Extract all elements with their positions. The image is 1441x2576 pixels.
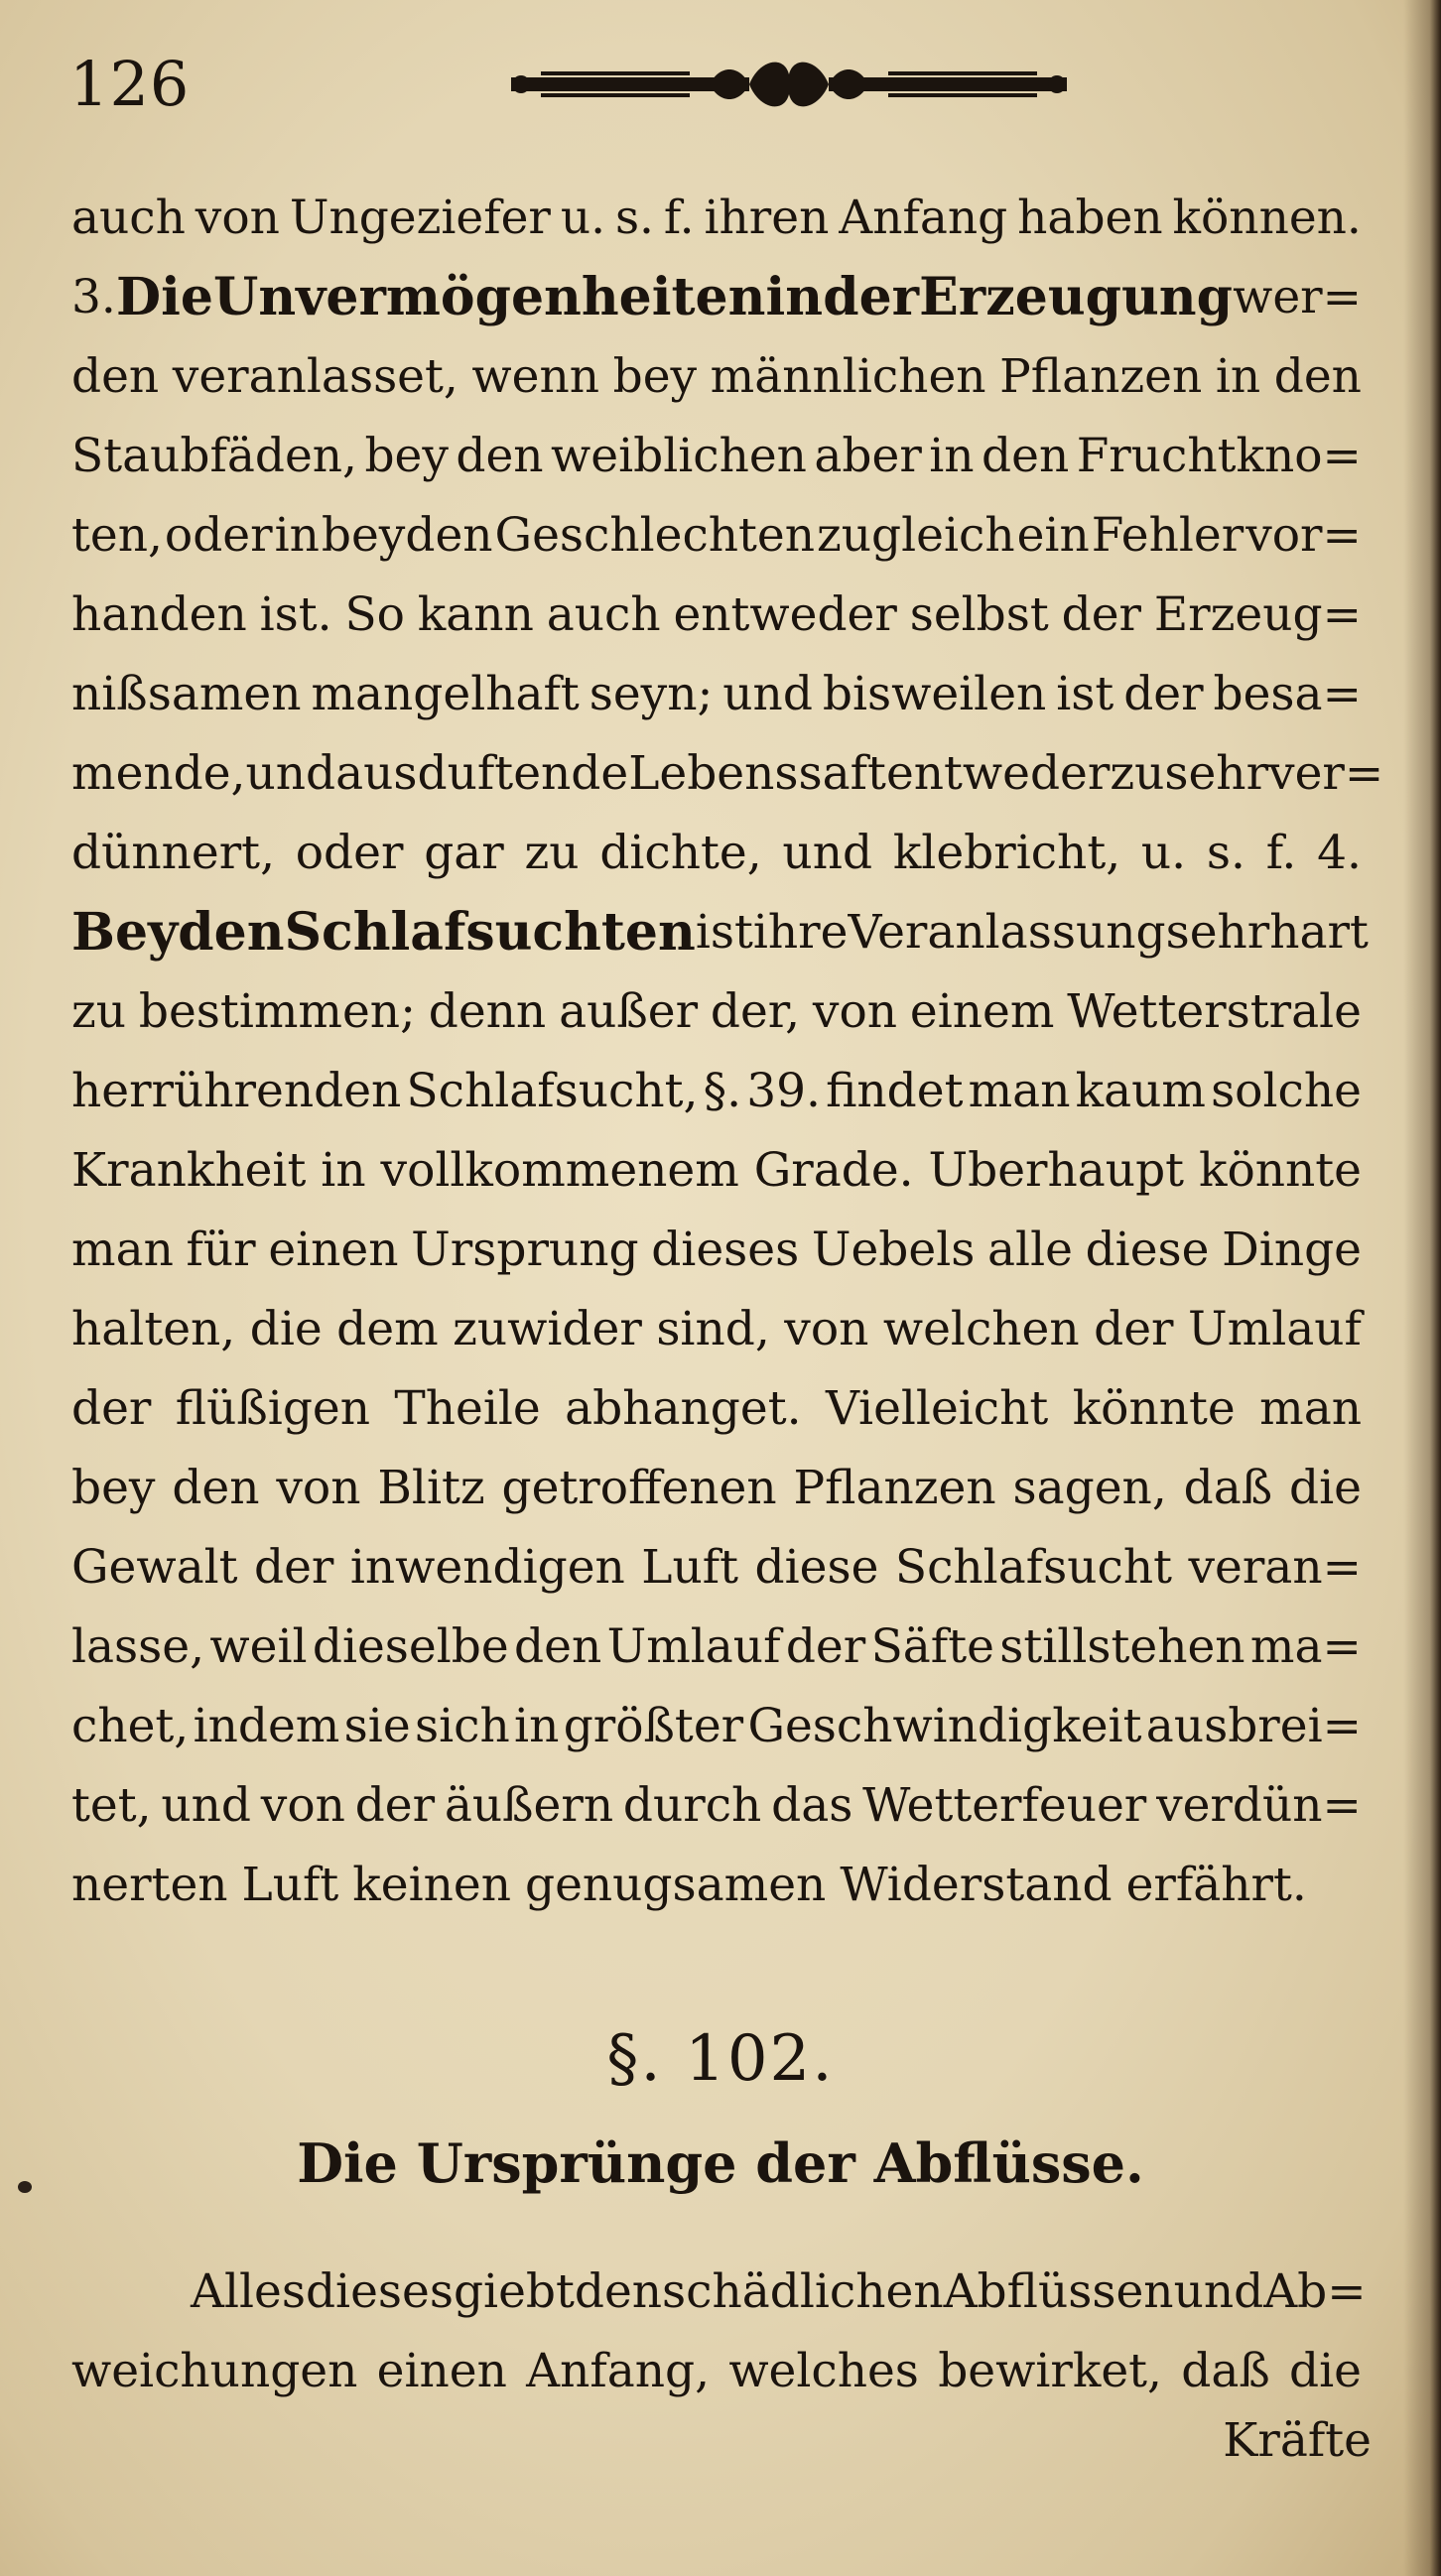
word: veran= [1188, 1540, 1362, 1595]
word: außer [559, 984, 699, 1039]
word: ihren [704, 191, 830, 245]
word: weichungen [71, 2344, 358, 2398]
word: und [1173, 2264, 1264, 2319]
text-line [71, 179, 1362, 258]
word: entweder [885, 746, 1111, 801]
word: weil [209, 1619, 308, 1674]
word: in [321, 1143, 366, 1198]
word: welchen [882, 1302, 1080, 1356]
word: die [1289, 2344, 1362, 2398]
word: keinen [352, 1858, 511, 1912]
word: der, [710, 984, 801, 1039]
paragraph-section-102 [71, 2253, 1367, 2411]
word: Umlauf [1188, 1302, 1362, 1356]
word: mende, [71, 746, 246, 801]
word: Widerstand [840, 1858, 1113, 1912]
word: beyden [321, 508, 493, 563]
word: Fruchtkno= [1076, 429, 1362, 483]
word: diese [754, 1540, 879, 1595]
word: Fehler [1091, 508, 1244, 563]
word: bey [364, 429, 449, 483]
word: könnte [1198, 1143, 1362, 1198]
text-line [71, 576, 1362, 655]
word: auch [546, 587, 661, 642]
word: in [929, 429, 975, 483]
section-number: §. 102. [606, 2022, 835, 2096]
word: Wetterfeuer [862, 1778, 1147, 1833]
word: chet, [71, 1699, 190, 1753]
word: So [344, 587, 405, 642]
word: giebt [453, 2264, 575, 2319]
word: ist. [259, 587, 332, 642]
word: Uberhaupt [928, 1143, 1185, 1198]
word: von [276, 1461, 361, 1515]
word: der [254, 1540, 334, 1595]
catchword: Kräfte [1223, 2413, 1372, 2468]
word: indem [193, 1699, 340, 1753]
word: für [186, 1223, 256, 1277]
word: Schlafsuchten [284, 902, 696, 963]
word: ist [695, 905, 753, 960]
word: zugleich [817, 508, 1015, 563]
word: den [1273, 349, 1362, 404]
word: ver= [1268, 746, 1384, 801]
word: ausduftende [335, 746, 629, 801]
word: den [178, 902, 285, 963]
word: in [274, 508, 320, 563]
text-line [71, 1766, 1362, 1846]
word: einem [909, 984, 1055, 1039]
running-head [69, 40, 1360, 129]
word: Ab= [1263, 2264, 1367, 2319]
word: dieselbe [312, 1619, 509, 1674]
text-line [71, 1052, 1362, 1131]
word: s. [614, 191, 654, 245]
word: verdün= [1156, 1778, 1362, 1833]
word: Umlauf [606, 1619, 781, 1674]
word: 39. [746, 1064, 821, 1118]
word: von [260, 1778, 345, 1833]
text-line [71, 1608, 1362, 1687]
word: f. [1265, 826, 1297, 880]
word: auch [71, 191, 186, 245]
word: zu [524, 826, 580, 880]
word: der [823, 267, 920, 327]
word: weiblichen [551, 429, 807, 483]
word: dieses [651, 1223, 800, 1277]
text-line [71, 972, 1362, 1052]
word: sehr [1164, 746, 1269, 801]
word: von [195, 191, 280, 245]
word: sich [414, 1699, 510, 1753]
word: und [245, 746, 336, 801]
word: Theile [394, 1381, 541, 1436]
word: welches [728, 2344, 919, 2398]
word: und [161, 1778, 251, 1833]
text-line [71, 814, 1362, 893]
word: 4. [1317, 826, 1362, 880]
word: Wetterstrale [1067, 984, 1362, 1039]
word: Dinge [1222, 1223, 1362, 1277]
word: durch [622, 1778, 762, 1833]
word: sehr [1165, 905, 1270, 960]
word: vollkommenem [380, 1143, 739, 1198]
word: gar [424, 826, 504, 880]
word: in [1215, 349, 1261, 404]
word: in [514, 1699, 560, 1753]
text-line [71, 2332, 1362, 2411]
word: stillstehen [999, 1619, 1245, 1674]
word: die [249, 1302, 323, 1356]
word: den [982, 429, 1070, 483]
word: Uebels [811, 1223, 976, 1277]
word: Schlafsucht, [406, 1064, 699, 1118]
word: oder [295, 826, 404, 880]
word: u. [1140, 826, 1187, 880]
word: können. [1172, 191, 1362, 245]
word: wer= [1233, 270, 1362, 324]
word: der [354, 1778, 436, 1833]
word: diese [1085, 1223, 1210, 1277]
word: Gewalt [71, 1540, 238, 1595]
word: findet [826, 1064, 964, 1118]
text-line [71, 1449, 1362, 1528]
text-line [71, 337, 1362, 417]
word: den [71, 349, 160, 404]
word: 3. [71, 270, 116, 324]
word: Erzeugung [919, 267, 1233, 327]
word: Geschwindigkeit [747, 1699, 1142, 1753]
word: erfährt. [1125, 1858, 1307, 1912]
word: Staubfäden, [71, 429, 357, 483]
word: und [782, 826, 873, 880]
word: wenn [471, 349, 600, 404]
word: Anfang [839, 191, 1008, 245]
word: seyn; [589, 667, 714, 721]
word: u. [560, 191, 606, 245]
text-line [71, 417, 1362, 496]
word: getroffenen [501, 1461, 777, 1515]
word: klebricht, [892, 826, 1121, 880]
word: abhanget. [565, 1381, 802, 1436]
word: Ungeziefer [289, 191, 551, 245]
word: bey [71, 1461, 156, 1515]
word: herrührenden [71, 1064, 402, 1118]
word: könnte [1072, 1381, 1236, 1436]
word: Pflanzen [999, 349, 1203, 404]
word: daß [1181, 2344, 1270, 2398]
word: alle [987, 1223, 1073, 1277]
word: der [1094, 1302, 1174, 1356]
word: Krankheit [71, 1143, 307, 1198]
word: der [785, 1619, 866, 1674]
word: denn [428, 984, 547, 1039]
word: einen [268, 1223, 399, 1277]
text-line [71, 2253, 1367, 2332]
word: Anfang, [526, 2344, 711, 2398]
word: mangelhaft [311, 667, 580, 721]
word: dieses [305, 2264, 454, 2319]
word: veranlasset, [172, 349, 458, 404]
word: sie [343, 1699, 411, 1753]
word: kann [417, 587, 534, 642]
word: dem [336, 1302, 439, 1356]
word: den [514, 1619, 602, 1674]
word: f. [663, 191, 695, 245]
word: haben [1017, 191, 1163, 245]
word: äußern [444, 1778, 614, 1833]
word: halten, [71, 1302, 236, 1356]
header-ornament [511, 50, 1067, 119]
word: Die [115, 267, 213, 327]
word: Säfte [870, 1619, 994, 1674]
text-line [71, 496, 1362, 576]
word: von [812, 984, 898, 1039]
word: bewirket, [938, 2344, 1162, 2398]
word: der [1123, 667, 1204, 721]
text-line [71, 655, 1362, 734]
word: Lebenssaft [628, 746, 886, 801]
text-line [71, 1290, 1362, 1369]
text-line [71, 893, 1369, 972]
word: den [456, 429, 544, 483]
word: man [1259, 1381, 1362, 1436]
word: zu [1110, 746, 1165, 801]
word: vor= [1245, 508, 1362, 563]
word: und [722, 667, 813, 721]
word: nerten [71, 1858, 228, 1912]
word: Ursprung [411, 1223, 639, 1277]
word: bey [612, 349, 698, 404]
word: Veranlassung [848, 905, 1166, 960]
word: man [968, 1064, 1071, 1118]
word: hart [1269, 905, 1369, 960]
word: der [71, 1381, 152, 1436]
margin-mark [18, 2181, 32, 2193]
word: Erzeug= [1153, 587, 1362, 642]
text-line [71, 1846, 1362, 1925]
paragraph-main [71, 179, 1384, 1925]
word: Grade. [753, 1143, 914, 1198]
word: zuwider [453, 1302, 642, 1356]
word: ausbrei= [1145, 1699, 1362, 1753]
word: entweder [673, 587, 897, 642]
word: männlichen [710, 349, 986, 404]
text-line [71, 1369, 1362, 1449]
word: nißsamen [71, 667, 302, 721]
word: tet, [71, 1778, 152, 1833]
word: dichte, [599, 826, 762, 880]
text-line [71, 1528, 1362, 1608]
word: zu [71, 984, 127, 1039]
word: dünnert, [71, 826, 276, 880]
word: man [71, 1223, 174, 1277]
word: Vielleicht [825, 1381, 1049, 1436]
word: den [172, 1461, 260, 1515]
word: bisweilen [822, 667, 1047, 721]
word: Schlafsucht [894, 1540, 1172, 1595]
word: oder [164, 508, 273, 563]
word: einen [376, 2344, 507, 2398]
word: ihre [752, 905, 849, 960]
word: größter [563, 1699, 744, 1753]
text-line [71, 1131, 1362, 1211]
page-number: 126 [69, 48, 191, 120]
word: bestimmen; [138, 984, 416, 1039]
word: flüßigen [175, 1381, 370, 1436]
word: den [574, 2264, 663, 2319]
section-title: Die Ursprünge der Abflüsse. [297, 2131, 1144, 2195]
word: das [771, 1778, 853, 1833]
word: besa= [1213, 667, 1362, 721]
word: Abflüssen [943, 2264, 1174, 2319]
text-line [71, 1211, 1362, 1290]
word: von [784, 1302, 869, 1356]
word: kaum [1075, 1064, 1206, 1118]
word: Unvermögenheiten [213, 267, 766, 327]
word: Bey [71, 902, 179, 963]
word: Pflanzen [793, 1461, 996, 1515]
word: ein [1016, 508, 1090, 563]
word: §. [703, 1064, 742, 1118]
word: genugsamen [524, 1858, 827, 1912]
word: s. [1206, 826, 1245, 880]
word: ma= [1249, 1619, 1362, 1674]
word: sagen, [1012, 1461, 1167, 1515]
word: Geschlechten [494, 508, 816, 563]
word: Luft [241, 1858, 339, 1912]
word: handen [71, 587, 247, 642]
word: selbst [909, 587, 1049, 642]
word: ist [1056, 667, 1114, 721]
word: lasse, [71, 1619, 205, 1674]
word: die [1289, 1461, 1362, 1515]
word: ten, [71, 508, 163, 563]
word: solche [1211, 1064, 1362, 1118]
text-line [71, 1687, 1362, 1766]
word: Alles [191, 2264, 306, 2319]
word: Blitz [377, 1461, 485, 1515]
word: Luft [641, 1540, 739, 1595]
word: der [1061, 587, 1141, 642]
word: sind, [656, 1302, 770, 1356]
word: daß [1183, 1461, 1273, 1515]
word: aber [814, 429, 922, 483]
word: inwendigen [349, 1540, 625, 1595]
word: schädlichen [662, 2264, 944, 2319]
word: in [765, 267, 824, 327]
text-line [71, 734, 1384, 814]
text-line [71, 258, 1362, 337]
